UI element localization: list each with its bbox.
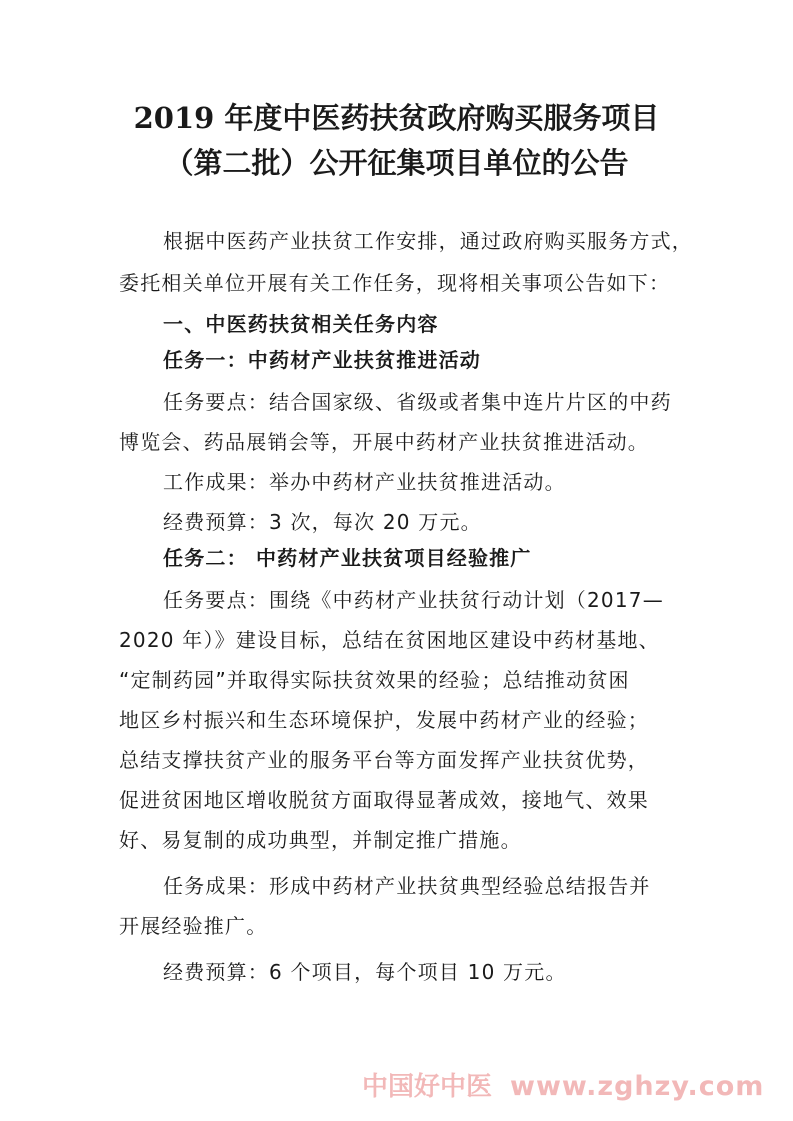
document-title-line-2: （第二批）公开征集项目单位的公告	[164, 146, 629, 180]
body-paragraph-1-line-2: 委托相关单位开展有关工作任务，现将相关事项公告如下：	[119, 271, 671, 295]
task-one-budget: 经费预算：3 次，每次 20 万元。	[163, 510, 482, 534]
task-one-result: 工作成果：举办中药材产业扶贫推进活动。	[163, 470, 566, 494]
task-two-heading: 任务二： 中药材产业扶贫项目经验推广	[163, 546, 532, 570]
document-title-line-1: 2019 年度中医药扶贫政府购买服务项目	[133, 101, 660, 135]
task-two-points-line-7: 好、易复制的成功典型，并制定推广措施。	[119, 828, 522, 852]
body-paragraph-1-line-1: 根据中医药产业扶贫工作安排，通过政府购买服务方式，	[163, 229, 693, 253]
watermark-url: www.zghzy.com	[510, 1071, 765, 1102]
task-two-points-line-1: 任务要点：围绕《中药材产业扶贫行动计划（2017—	[163, 588, 664, 612]
task-two-points-line-2: 2020 年）》建设目标，总结在贫困地区建设中药材基地、	[119, 628, 660, 652]
task-two-points-line-6: 促进贫困地区增收脱贫方面取得显著成效，接地气、效果	[119, 788, 649, 812]
task-one-heading: 任务一：中药材产业扶贫推进活动	[163, 348, 481, 372]
task-two-result-line-1: 任务成果：形成中药材产业扶贫典型经验总结报告并	[163, 874, 651, 898]
task-two-result-line-2: 开展经验推广。	[119, 914, 268, 938]
task-two-points-line-3: “定制药园”并取得实际扶贫效果的经验；总结推动贫困	[119, 668, 630, 692]
task-two-points-line-4: 地区乡村振兴和生态环境保护，发展中药材产业的经验；	[119, 708, 649, 732]
section-heading: 一、中医药扶贫相关任务内容	[163, 312, 439, 336]
task-one-points-line-1: 任务要点：结合国家级、省级或者集中连片片区的中药	[163, 390, 672, 414]
task-two-points-line-5: 总结支撑扶贫产业的服务平台等方面发挥产业扶贫优势，	[119, 748, 649, 772]
watermark-brand: 中国好中医	[362, 1072, 493, 1102]
task-two-budget: 经费预算：6 个项目，每个项目 10 万元。	[163, 960, 567, 984]
watermark	[362, 1070, 764, 1104]
task-one-points-line-2: 博览会、药品展销会等，开展中药材产业扶贫推进活动。	[119, 430, 649, 454]
